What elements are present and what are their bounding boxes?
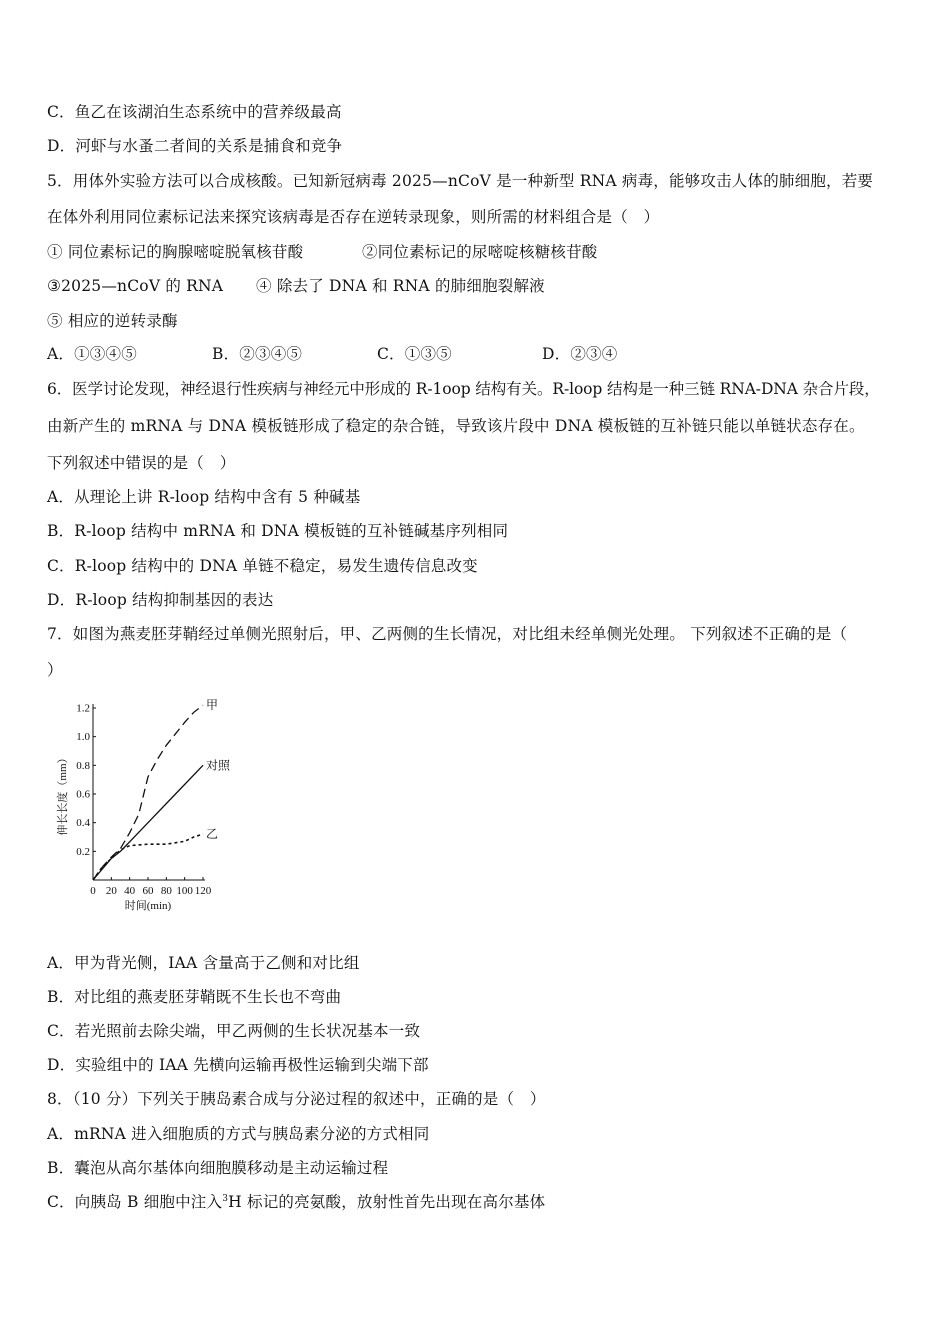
q8-option-c-text2: H 标记的亮氨酸，放射性首先出现在高尔基体 [228,1193,546,1211]
q8-option-b: B．囊泡从高尔基体向细胞膜移动是主动运输过程 [47,1159,389,1177]
series-line [93,834,203,880]
x-tick-label: 120 [194,885,212,897]
q7-option-a: A．甲为背光侧，IAA 含量高于乙侧和对比组 [47,954,360,972]
q6-option-d: D．R-loop 结构抑制基因的表达 [47,591,274,609]
q5-option-d: D．②③④ [542,345,618,363]
q4-option-c: C．鱼乙在该湖泊生态系统中的营养级最高 [47,103,342,121]
q7-option-b: B．对比组的燕麦胚芽鞘既不生长也不弯曲 [47,988,342,1006]
q5-material-1: ① 同位素标记的胸腺嘧啶脱氧核苷酸 [47,243,304,261]
x-tick-label: 80 [160,885,172,897]
x-tick-label: 60 [142,885,154,897]
series-label: 乙 [206,827,219,842]
q7-stem-line1: 7．如图为燕麦胚芽鞘经过单侧光照射后，甲、乙两侧的生长情况，对比组未经单侧光处理。 下列叙述不正确的是（ [47,625,848,643]
y-tick-label: 1.0 [76,731,90,744]
q5-stem-line1: 5．用体外实验方法可以合成核酸。已知新冠病毒 2025—nCoV 是一种新型 RNA 病毒，能够攻击人体的肺细胞，若要 [47,172,874,190]
q8-option-c-superscript: 3 [222,1194,229,1204]
growth-chart-svg [52,692,242,917]
q5-stem-line2: 在体外利用同位素标记法来探究该病毒是否存在逆转录现象，则所需的材料组合是（ ） [47,208,660,226]
q5-option-a: A．①③④⑤ [47,345,137,363]
series-label: 甲 [206,698,219,713]
y-tick-label: 0.2 [76,845,90,858]
y-tick-label: 0.6 [76,788,90,801]
series-line [93,765,203,880]
q5-options [47,344,617,364]
x-tick-label: 0 [90,885,96,897]
q5-material-4: ④ 除去了 DNA 和 RNA 的肺细胞裂解液 [256,277,545,295]
q4-option-d: D．河虾与水蚤二者间的关系是捕食和竞争 [47,137,343,155]
y-tick-label: 0.8 [76,759,90,772]
q7-stem-line2: ） [47,661,63,679]
q6-stem-line1: 6．医学讨论发现，神经退行性疾病与神经元中形成的 R-1oop 结构有关。R-loop 结构是一种三链 RNA-DNA 杂合片段， [47,380,880,398]
series-line [93,705,203,880]
q6-stem-line3: 下列叙述中错误的是（ ） [47,454,236,472]
series-label: 对照 [206,758,231,773]
y-tick-label: 1.2 [76,702,90,715]
q5-option-c: C．①③⑤ [377,345,452,363]
q6-stem-line2: 由新产生的 mRNA 与 DNA 模板链形成了稳定的杂合链，导致该片段中 DNA 模板链的互补链只能以单链状态存在。 [47,417,865,435]
x-axis-label: 时间(min) [124,900,172,912]
q6-option-c: C．R-loop 结构中的 DNA 单链不稳定，易发生遗传信息改变 [47,557,478,575]
y-tick-label: 0.4 [76,817,90,830]
q7-option-c: C．若光照前去除尖端，甲乙两侧的生长状况基本一致 [47,1022,421,1040]
q8-option-c-text1: C．向胰岛 B 细胞中注入 [47,1193,223,1211]
q5-material-3: ③2025—nCoV 的 RNA [47,277,224,295]
x-tick-label: 40 [124,885,136,897]
q7-option-d: D．实验组中的 IAA 先横向运输再极性运输到尖端下部 [47,1056,429,1074]
x-tick-label: 100 [176,885,193,897]
q5-material-2: ②同位素标记的尿嘧啶核糖核苷酸 [362,243,598,261]
q5-option-b: B．②③④⑤ [212,345,303,363]
q6-option-a: A．从理论上讲 R-loop 结构中含有 5 种碱基 [47,488,361,506]
q8-stem: 8．（10 分）下列关于胰岛素合成与分泌过程的叙述中，正确的是（ ） [47,1090,546,1108]
growth-chart [52,692,242,917]
x-tick-label: 20 [105,885,117,897]
q5-material-5: ⑤ 相应的逆转录酶 [47,312,178,330]
q6-option-b: B．R-loop 结构中 mRNA 和 DNA 模板链的互补链碱基序列相同 [47,522,509,540]
q8-option-c [47,1192,545,1212]
q8-option-a: A．mRNA 进入细胞质的方式与胰岛素分泌的方式相同 [47,1125,430,1143]
y-axis-label: 伸长长度（mm） [57,752,69,836]
